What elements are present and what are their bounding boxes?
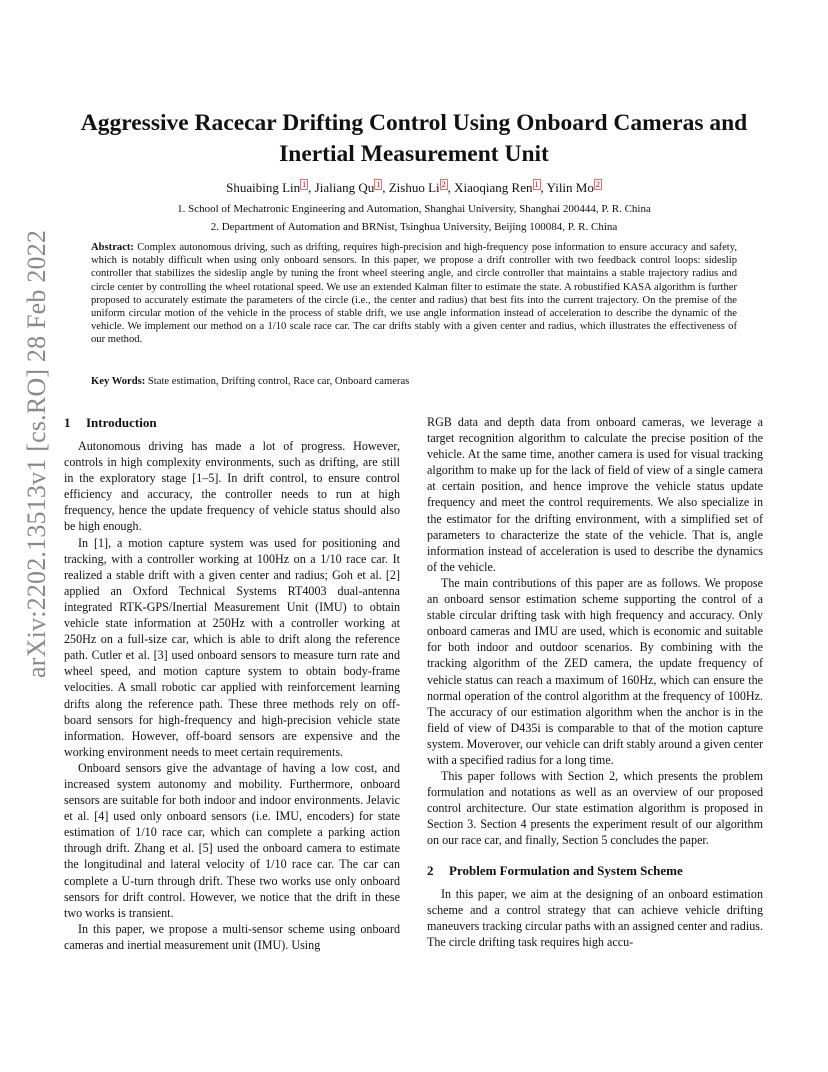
paragraph: Autonomous driving has made a lot of progress. However, controls in high complexity environments, such as drifting, are still in the exploratory stage [1–5]. In drift control, to ensure control efficiency and accuracy, the controller needs to run at high frequency, hence the update frequency of vehicle status should also be high enough. xyxy=(64,439,400,534)
paragraph: The main contributions of this paper are as follows. We propose an onboard sensor estimation scheme supporting the control of a stable circular drifting task with high frequency and accuracy. Only onboard cameras and IMU are used, which is economic and suitable for both indoor and outdoor scenarios. By combining with the tracking algorithm of the ZED camera, the update frequency of vehicle status can reach a maximum of 160Hz, which can ensure the normal operation of the control algorithm at the frequency of 100Hz. The accuracy of our estimation algorithm when the anchor is in the field of view of D435i is comparable to that of the motion capture system. Moverover, our vehicle can drift stably around a given center with a specified radius for a long time. xyxy=(427,575,764,767)
keywords xyxy=(91,375,737,388)
arxiv-identifier-stamp: arXiv:2202.13513v1 [cs.RO] 28 Feb 2022 xyxy=(22,229,51,678)
author: Yilin Mo $^2$ xyxy=(546,180,600,195)
left-column xyxy=(64,414,400,953)
abstract xyxy=(91,241,737,347)
affiliation-1: 1. School of Mechatronic Engineering and Automation, Shanghai University, Shanghai 200444, P. R. China xyxy=(177,203,651,215)
keywords-label: Key Words: xyxy=(91,376,146,387)
affiliation-link[interactable]: 1 xyxy=(534,180,539,189)
author: Zishuo Li $^2$ xyxy=(388,180,446,195)
author: Xiaoqiang Ren $^1$ xyxy=(454,180,539,195)
section-heading-introduction: 1 Introduction xyxy=(64,415,157,430)
author: Shuaibing Lin $^1$ xyxy=(226,180,307,195)
affiliation-link[interactable]: 2 xyxy=(441,180,446,189)
abstract-label: Abstract: xyxy=(91,242,134,253)
author-list: Shuaibing Lin $^1$ , Jialiang Qu $^1$ , Zishuo Li $^2$ , Xiaoqiang Ren $^1$ , Yilin Mo $^2$ xyxy=(226,180,600,195)
keywords-text: State estimation, Drifting control, Race car, Onboard cameras xyxy=(147,376,410,387)
affiliation-link[interactable]: 1 xyxy=(302,180,307,189)
paragraph: Onboard sensors give the advantage of having a low cost, and increased system autonomy and mobility. Furthermore, onboard sensors are suitable for both indoor and indoor environments. Jelavic et al. [4] used only onboard sensors (i.e. IMU, encoders) for state estimation of 1/10 race car, which can complete a parking action through drift. Zhang et al. [5] used the onboard camera to estimate the longitudinal and lateral velocity of 1/10 race car. The car can complete a U-turn through drift. These two works use only onboard sensors for drift control. However, we notice that the drift in these two works is transient. xyxy=(64,760,400,920)
author: Jialiang Qu $^1$ xyxy=(314,180,381,195)
paragraph: In [1], a motion capture system was used for positioning and tracking, with a controller working at 100Hz on a 1/10 race car. It realized a stable drift with a given center and radius; Goh et al. [2] applied an Oxford Technical Systems RT4003 dual-antenna integrated RTK-GPS/Inertial Measurement Unit (IMU) to obtain vehicle state information at 250Hz with a controller working at 250Hz on a full-size car, which is able to drift along the reference path. Cutler et al. [3] used onboard sensors to measure turn rate and wheel speed, and motion capture system to obtain body-frame velocities. A small robotic car applied with reinforcement learning drifts along the reference path. These three methods rely on off-board sensors for high-frequency and high-precision vehicle state information. However, off-board sensors are expensive and the working environment needs to meet certain requirements. xyxy=(64,535,400,759)
affiliation-link[interactable]: 2 xyxy=(595,180,600,189)
paper-title: Aggressive Racecar Drifting Control Using Onboard Cameras and Inertial Measurement Unit xyxy=(80,110,748,167)
paragraph: RGB data and depth data from onboard cameras, we leverage a target recognition algorithm to calculate the precise position of the vehicle. At the same time, another camera is used for visual tracking algorithm to make up for the lack of field of view of a single camera at certain position, and hence improve the vehicle status update frequency and meet the control requirements. We also specialize in the estimator for the drifting environment, with a simplified set of parameters to characterize the state of the vehicle. That is, angle information instead of acceleration is used to describe the dynamics of the vehicle. xyxy=(427,415,763,574)
paragraph: In this paper, we aim at the designing of an onboard estimation scheme and a control strategy that can achieve vehicle drifting maneuvers tracking circular paths with an assigned center and radius. The circle drifting task requires high accu- xyxy=(427,886,763,949)
abstract-text: Complex autonomous driving, such as drifting, requires high-precision and high-frequency pose information to ensure accuracy and safety, which is notably difficult when using only onboard sensors. In this paper, we propose a drift controller with two feedback control loops: sideslip controller that stabilizes the sideslip angle by tuning the front wheel steering angle, and circle controller that maintains a stable trajectory radius and circle center by controlling the wheel rotational speed. We use an extended Kalman filter to estimate the state. A robustified KASA algorithm is further proposed to accurately estimate the parameters of the circle (i.e., the center and radius) that best fits into the current trajectory. On the premise of the uniform circular motion of the vehicle in the process of stable drift, we use angle information instead of acceleration to describe the dynamic of the vehicle. We implement our method on a 1/10 scale race car. The car drifts stably with a given center and radius, which illustrates the effectiveness of our method. xyxy=(91,242,737,346)
right-column xyxy=(427,414,763,950)
affiliation-link[interactable]: 1 xyxy=(376,180,381,189)
affiliation-2: 2. Department of Automation and BRNist, Tsinghua University, Beijing 100084, P. R. China xyxy=(210,221,618,233)
paragraph: In this paper, we propose a multi-sensor scheme using onboard cameras and inertial measurement unit (IMU). Using xyxy=(64,921,400,952)
section-heading-problem-formulation: 2 Problem Formulation and System Scheme xyxy=(427,862,683,878)
paragraph: This paper follows with Section 2, which presents the problem formulation and notations as well as an overview of our proposed control architecture. Our state estimation algorithm is proposed in Section 3. Section 4 presents the experiment result of our algorithm on our race car, and finally, Section 5 concludes the paper. xyxy=(427,769,763,848)
